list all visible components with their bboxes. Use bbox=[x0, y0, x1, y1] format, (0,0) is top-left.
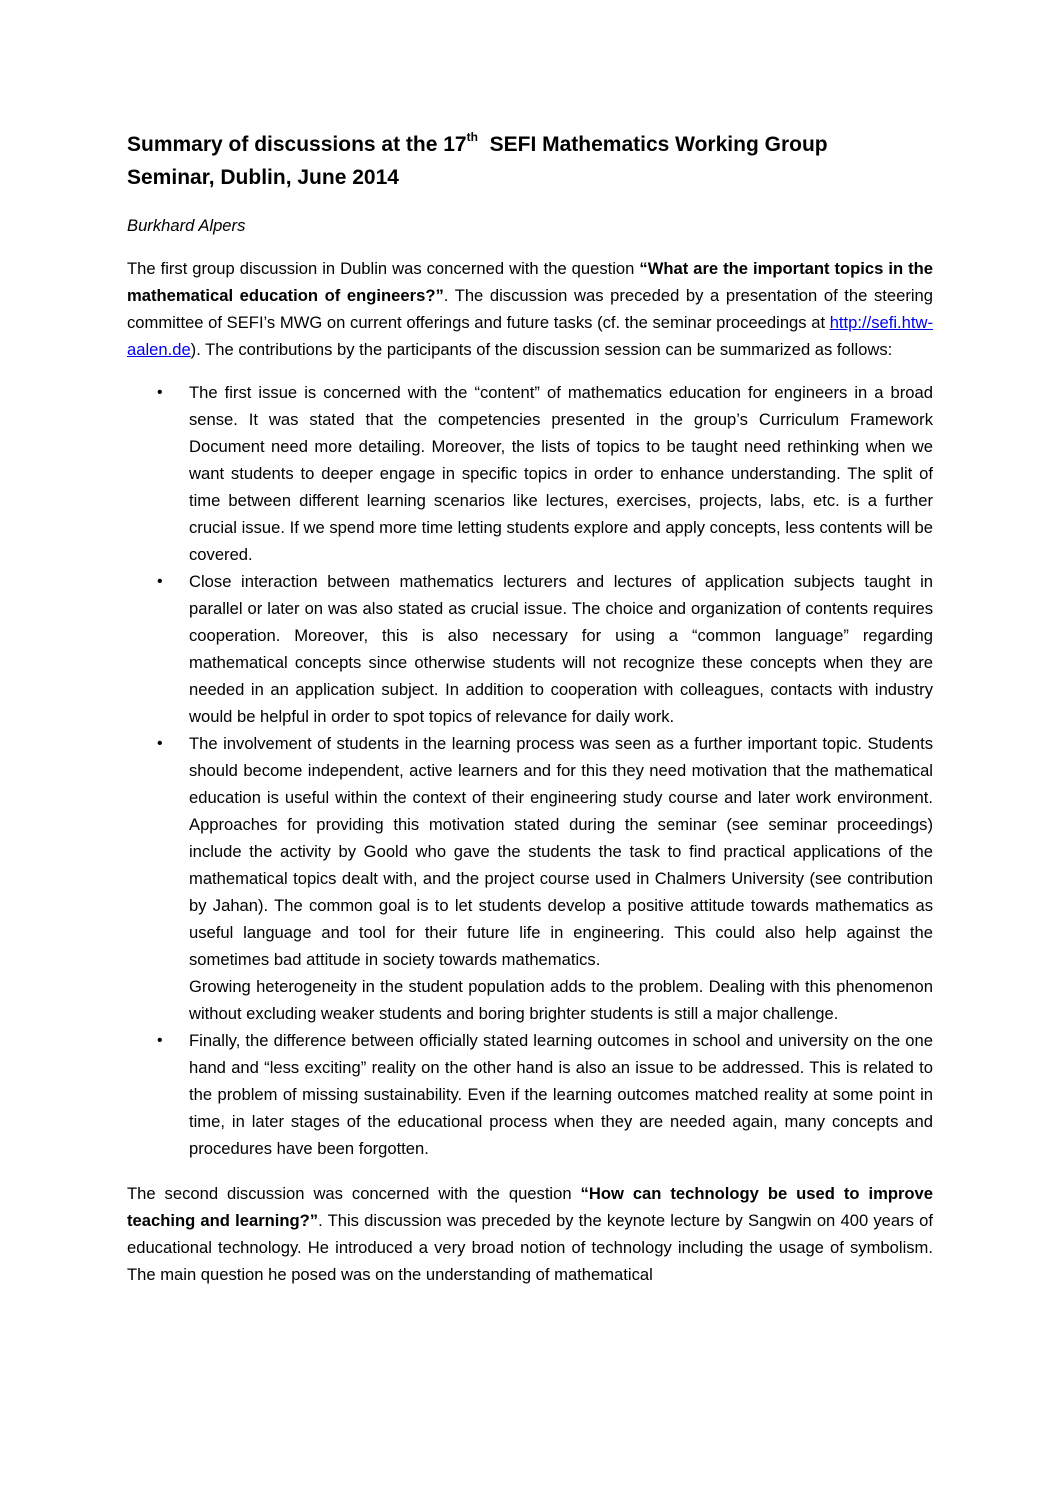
second-discussion-paragraph bbox=[127, 1180, 933, 1288]
list-item bbox=[127, 379, 933, 568]
bullet-icon: • bbox=[157, 735, 163, 752]
list-item bbox=[127, 1027, 933, 1162]
title-line1-after: SEFI Mathematics Working Group bbox=[477, 133, 828, 156]
list-item-text: Finally, the difference between officially stated learning outcomes in school and university on the one hand and “less exciting” reality on the other hand is also an issue to be addressed. This is related to the problem of missing sustainability. Even if the learning outcomes matched reality at some point in time, in later stages of the educational process when they are needed again, many concepts and procedures have been forgotten. bbox=[189, 1031, 933, 1158]
title-line1-before: Summary of discussions at the 17 bbox=[127, 133, 467, 156]
bullet-icon: • bbox=[157, 573, 163, 590]
intro-text-1: The first group discussion in Dublin was concerned with the question bbox=[127, 259, 640, 278]
intro-text-3: ). The contributions by the participants of the discussion session can be summarized as follows: bbox=[190, 340, 893, 359]
list-item bbox=[127, 568, 933, 730]
document-body bbox=[127, 128, 933, 1288]
bullet-icon: • bbox=[157, 1032, 163, 1049]
title-superscript: th bbox=[466, 130, 478, 144]
intro-paragraph bbox=[127, 255, 933, 363]
document-title bbox=[127, 128, 933, 194]
intro-text-2: . The discussion was preceded by a presentation of the steering committee of SEFI’s MWG on current offerings and future tasks (cf. the seminar proceedings at bbox=[127, 286, 934, 332]
second-text-2: . This discussion was preceded by the keynote lecture by Sangwin on 400 years of educational technology. He introduced a very broad notion of technology including the usage of symbolism. The main question he posed was on the understanding of mathematical bbox=[127, 1211, 933, 1284]
list-item-text: Close interaction between mathematics lecturers and lectures of application subjects taught in parallel or later on was also stated as crucial issue. The choice and organization of contents requires cooperation. Moreover, this is also necessary for using a “common language” regarding mathematical concepts since otherwise students will not recognize these concepts when they are needed in an application subject. In addition to cooperation with colleagues, contacts with industry would be helpful in order to spot topics of relevance for daily work. bbox=[189, 572, 933, 726]
second-question: “How can technology be used to improve teaching and learning?” bbox=[127, 1184, 934, 1230]
list-item-continuation: Growing heterogeneity in the student population adds to the problem. Dealing with this phenomenon without excluding weaker students and boring brighter students is still a major challenge. bbox=[189, 977, 933, 1023]
second-text-1: The second discussion was concerned with the question bbox=[127, 1184, 581, 1203]
author-name: Burkhard Alpers bbox=[127, 216, 246, 235]
proceedings-link[interactable]: http://sefi.htw-aalen.de bbox=[127, 313, 933, 359]
list-item bbox=[127, 730, 933, 1027]
intro-question: “What are the important topics in the mathematical education of engineers?” bbox=[127, 259, 933, 305]
list-item-text: The first issue is concerned with the “content” of mathematics education for engineers in a broad sense. It was stated that the competencies presented in the group’s Curriculum Framework Document need more detailing. Moreover, the lists of topics to be taught need rethinking when we want students to deeper engage in specific topics in order to enhance understanding. The split of time between different learning scenarios like lectures, exercises, projects, labs, etc. is a further crucial issue. If we spend more time letting students explore and apply concepts, less contents will be covered. bbox=[189, 383, 933, 564]
bullet-icon: • bbox=[157, 384, 163, 401]
list-item-text: The involvement of students in the learning process was seen as a further important topic. Students should become independent, active learners and for this they need motivation that the mathematical education is useful within the context of their engineering study course and later work environment. Approaches for providing this motivation stated during the seminar (see seminar proceedings) include the activity by Goold who gave the students the task to find practical applications of the mathematical topics dealt with, and the project course used in Chalmers University (see contribution by Jahan). The common goal is to let students develop a positive attitude towards mathematics as useful language and tool for their future life in engineering. This could also help against the sometimes bad attitude in society towards mathematics. bbox=[189, 734, 933, 969]
title-line2: Seminar, Dublin, June 2014 bbox=[127, 166, 399, 189]
discussion-points-list bbox=[127, 379, 933, 1162]
